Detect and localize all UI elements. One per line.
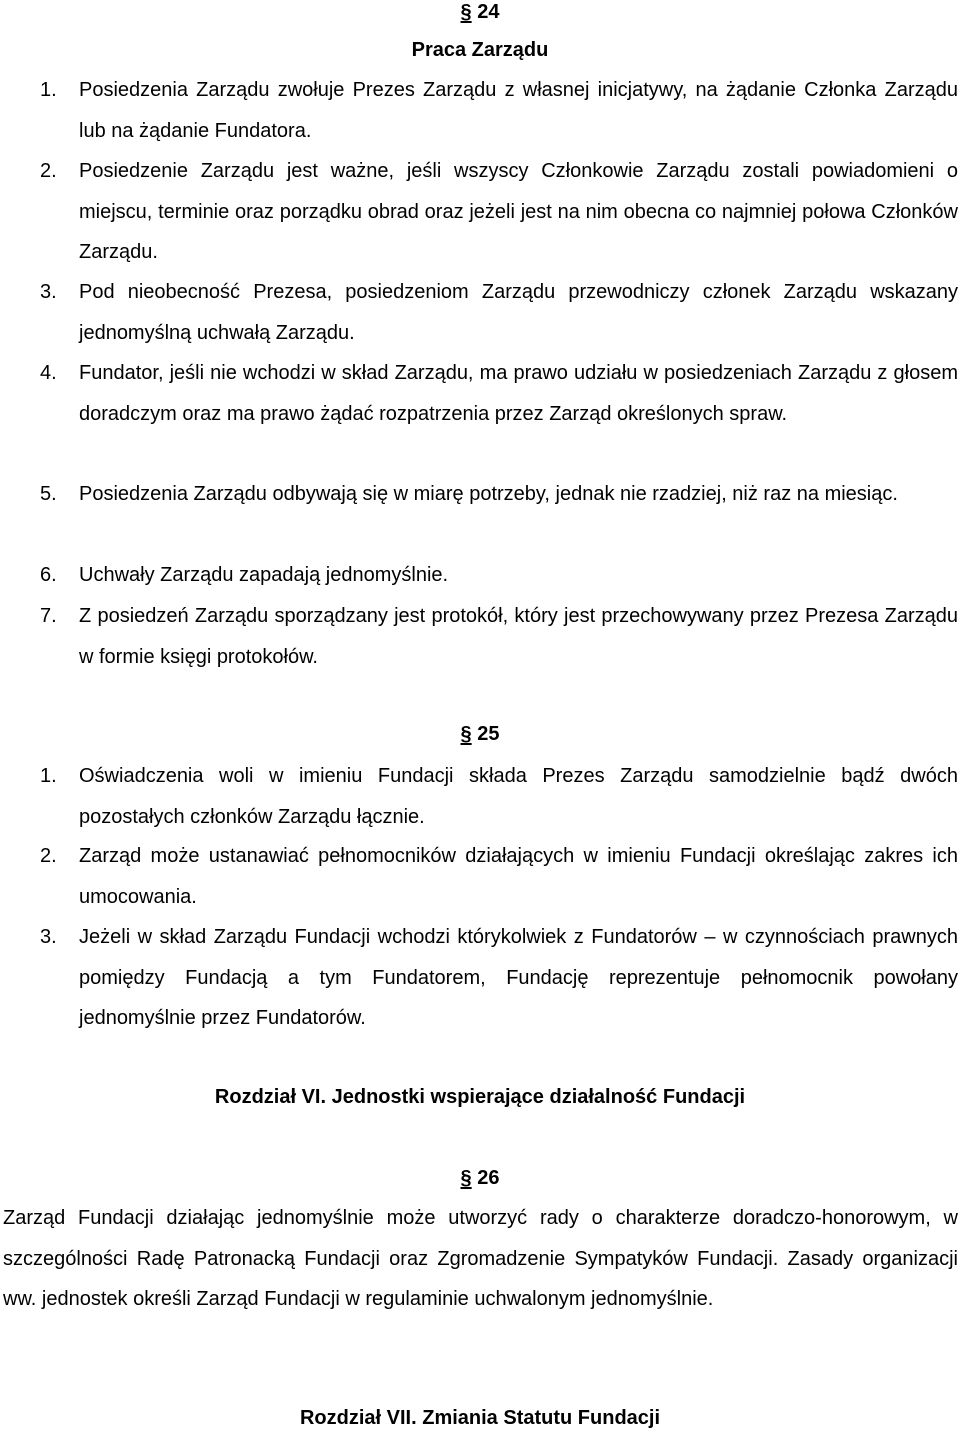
- item-text: Posiedzenie Zarządu jest ważne, jeśli wszyscy Członkowie Zarządu zostali powiadomieni o miejscu, terminie oraz porządku obrad oraz jeżeli jest na nim obecna co najmniej połowa Członków Zarządu.: [79, 160, 958, 263]
- item-number: 1.: [40, 79, 57, 101]
- item-text: Uchwały Zarządu zapadają jednomyślnie.: [79, 564, 449, 586]
- list-item: [40, 555, 958, 596]
- list-item: [40, 756, 958, 837]
- item-text: Fundator, jeśli nie wchodzi w skład Zarządu, ma prawo udziału w posiedzeniach Zarządu z głosem doradczym oraz ma prawo żądać rozpatrzenia przez Zarząd określonych spraw.: [79, 362, 958, 425]
- item-text: Z posiedzeń Zarządu sporządzany jest protokół, który jest przechowywany przez Prezesa Zarządu w formie księgi protokołów.: [79, 605, 958, 668]
- list-item: [40, 474, 958, 515]
- list-item: [40, 836, 958, 917]
- item-text: Posiedzenia Zarządu zwołuje Prezes Zarządu z własnej inicjatywy, na żądanie Członka Zarządu lub na żądanie Fundatora.: [79, 79, 958, 142]
- section-title: Praca Zarządu: [411, 39, 549, 61]
- chapter-heading-6: Rozdział VI. Jednostki wspierające działalność Fundacji: [214, 1086, 746, 1108]
- item-text: Pod nieobecność Prezesa, posiedzeniom Zarządu przewodniczy członek Zarządu wskazany jednomyślną uchwałą Zarządu.: [79, 281, 958, 344]
- item-text: Jeżeli w skład Zarządu Fundacji wchodzi którykolwiek z Fundatorów – w czynnościach prawnych pomiędzy Fundacją a tym Fundatorem, Fundację reprezentuje pełnomocnik powołany jednomyślnie przez Fundatorów.: [79, 926, 958, 1029]
- list-item: [40, 272, 958, 353]
- item-number: 3.: [40, 926, 57, 948]
- section-26-text: Zarząd Fundacji działając jednomyślnie może utworzyć rady o charakterze doradczo-honorowym, w szczególności Radę Patronacką Fundacji oraz Zgromadzenie Sympatyków Fundacji. Zasady organizacji ww. jednostek określi Zarząd Fundacji w regulaminie uchwalonym jednomyślnie.: [3, 1207, 958, 1310]
- chapter-heading-7: Rozdział VII. Zmiania Statutu Fundacji: [299, 1407, 661, 1429]
- section-sign: §: [460, 723, 472, 745]
- section-heading-24: [0, 0, 960, 24]
- section-number: 24: [477, 1, 500, 23]
- item-text: Oświadczenia woli w imieniu Fundacji składa Prezes Zarządu samodzielnie bądź dwóch pozostałych członków Zarządu łącznie.: [79, 765, 958, 828]
- item-number: 1.: [40, 765, 57, 787]
- item-text: Posiedzenia Zarządu odbywają się w miarę potrzeby, jednak nie rzadziej, niż raz na miesiąc.: [79, 483, 898, 505]
- list-item: [40, 596, 958, 677]
- list-item: [40, 151, 958, 273]
- item-number: 2.: [40, 845, 57, 867]
- item-number: 2.: [40, 160, 57, 182]
- item-text: Zarząd może ustanawiać pełnomocników działających w imieniu Fundacji określając zakres ich umocowania.: [79, 845, 958, 908]
- section-sign: §: [460, 1167, 472, 1189]
- section-heading-25: [0, 722, 960, 746]
- list-item: [40, 917, 958, 1039]
- item-number: 5.: [40, 483, 57, 505]
- item-number: 4.: [40, 362, 57, 384]
- item-number: 7.: [40, 605, 57, 627]
- section-number: 26: [477, 1167, 500, 1189]
- section-sign: §: [460, 1, 472, 23]
- section-heading-26: [0, 1166, 960, 1190]
- item-number: 6.: [40, 564, 57, 586]
- list-item: [40, 353, 958, 434]
- list-item: [40, 70, 958, 151]
- item-number: 3.: [40, 281, 57, 303]
- section-number: 25: [477, 723, 500, 745]
